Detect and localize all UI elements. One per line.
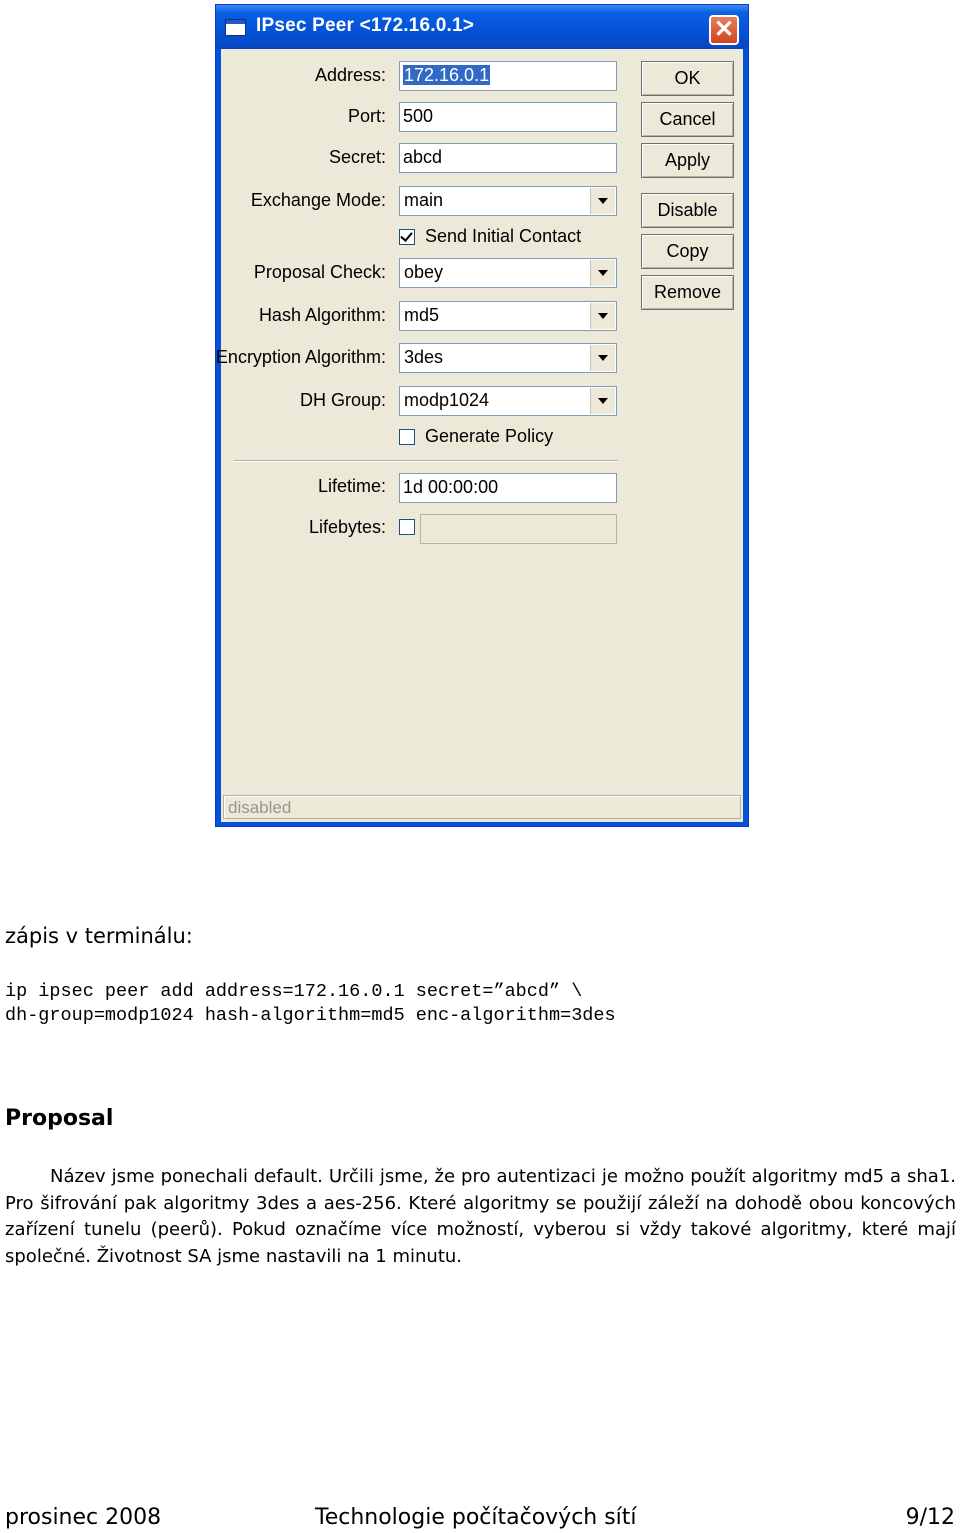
footer-title: Technologie počítačových sítí bbox=[315, 1505, 637, 1530]
cancel-button[interactable]: Cancel bbox=[641, 102, 734, 137]
ipsec-peer-dialog bbox=[215, 4, 749, 827]
lifebytes-checkbox[interactable] bbox=[399, 519, 415, 535]
close-button[interactable]: ✕ bbox=[709, 15, 739, 45]
lifetime-label: Lifetime: bbox=[317, 476, 386, 496]
dh-group-select[interactable] bbox=[399, 386, 617, 416]
encryption-algorithm-select[interactable] bbox=[399, 343, 617, 373]
window-icon bbox=[225, 19, 246, 36]
secret-label: Secret: bbox=[328, 147, 386, 167]
copy-button[interactable]: Copy bbox=[641, 234, 734, 269]
terminal-heading: zápis v terminálu: bbox=[5, 924, 193, 948]
lifetime-value: 1d 00:00:00 bbox=[403, 477, 499, 497]
address-input[interactable] bbox=[399, 61, 617, 91]
section-title: Proposal bbox=[5, 1106, 114, 1131]
code-line-1: ip ipsec peer add address=172.16.0.1 secret=”abcd” \ bbox=[5, 981, 583, 1002]
port-input[interactable] bbox=[399, 102, 617, 132]
secret-input[interactable] bbox=[399, 143, 617, 173]
dh-group-label: DH Group: bbox=[299, 390, 386, 410]
address-label: Address: bbox=[314, 65, 386, 85]
lifebytes-label: Lifebytes: bbox=[308, 517, 386, 537]
title-bar[interactable] bbox=[216, 5, 748, 49]
encryption-algorithm-label: Encryption Algorithm: bbox=[215, 347, 386, 367]
separator bbox=[234, 460, 618, 462]
proposal-check-value: obey bbox=[404, 262, 444, 282]
exchange-mode-label: Exchange Mode: bbox=[250, 190, 386, 210]
exchange-mode-value: main bbox=[404, 190, 444, 210]
hash-algorithm-select[interactable] bbox=[399, 301, 617, 331]
send-initial-contact-label: Send Initial Contact bbox=[425, 226, 582, 246]
remove-button[interactable]: Remove bbox=[641, 275, 734, 310]
exchange-mode-select[interactable] bbox=[399, 186, 617, 216]
proposal-check-label: Proposal Check: bbox=[253, 262, 386, 282]
lifetime-input[interactable] bbox=[399, 473, 617, 503]
chevron-down-icon[interactable] bbox=[590, 188, 615, 214]
status-bar: disabled bbox=[223, 795, 741, 819]
ok-button[interactable]: OK bbox=[641, 61, 734, 96]
dh-group-value: modp1024 bbox=[404, 390, 490, 410]
window-title: IPsec Peer <172.16.0.1> bbox=[256, 15, 475, 36]
generate-policy-label: Generate Policy bbox=[425, 426, 554, 446]
window-frame-bottom bbox=[216, 822, 748, 826]
send-initial-contact-checkbox[interactable] bbox=[399, 229, 415, 245]
lifebytes-input[interactable] bbox=[420, 514, 617, 544]
window-frame-left bbox=[216, 49, 221, 826]
generate-policy-checkbox[interactable] bbox=[399, 429, 415, 445]
encryption-algorithm-value: 3des bbox=[404, 347, 444, 367]
disable-button[interactable]: Disable bbox=[641, 193, 734, 228]
window-frame-right bbox=[743, 49, 748, 826]
port-label: Port: bbox=[347, 106, 386, 126]
chevron-down-icon[interactable] bbox=[590, 303, 615, 329]
proposal-check-select[interactable] bbox=[399, 258, 617, 288]
code-line-2: dh-group=modp1024 hash-algorithm=md5 enc-algorithm=3des bbox=[5, 1005, 616, 1026]
port-value: 500 bbox=[403, 106, 434, 126]
checkmark-icon bbox=[400, 229, 412, 242]
chevron-down-icon[interactable] bbox=[590, 388, 615, 414]
hash-algorithm-label: Hash Algorithm: bbox=[258, 305, 386, 325]
hash-algorithm-value: md5 bbox=[404, 305, 440, 325]
chevron-down-icon[interactable] bbox=[590, 345, 615, 371]
footer-date: prosinec 2008 bbox=[5, 1505, 162, 1530]
chevron-down-icon[interactable] bbox=[590, 260, 615, 286]
apply-button[interactable]: Apply bbox=[641, 143, 734, 178]
footer-page: 9/12 bbox=[905, 1505, 955, 1530]
secret-value: abcd bbox=[403, 147, 443, 167]
proposal-paragraph: Název jsme ponechali default. Určili jsme, že pro autentizaci je možno použít algoritmy md5 a sha1. Pro šifrování pak algoritmy 3des a aes-256. Které algoritmy se použijí záleží na dohodě obou koncových zařízení tunelu (peerů). Pokud označíme více možností, vyberou si vždy takové algoritmy, které mají společné. Životnost SA jsme nastavili na 1 minutu. bbox=[5, 1166, 956, 1267]
address-value: 172.16.0.1 bbox=[404, 65, 490, 85]
